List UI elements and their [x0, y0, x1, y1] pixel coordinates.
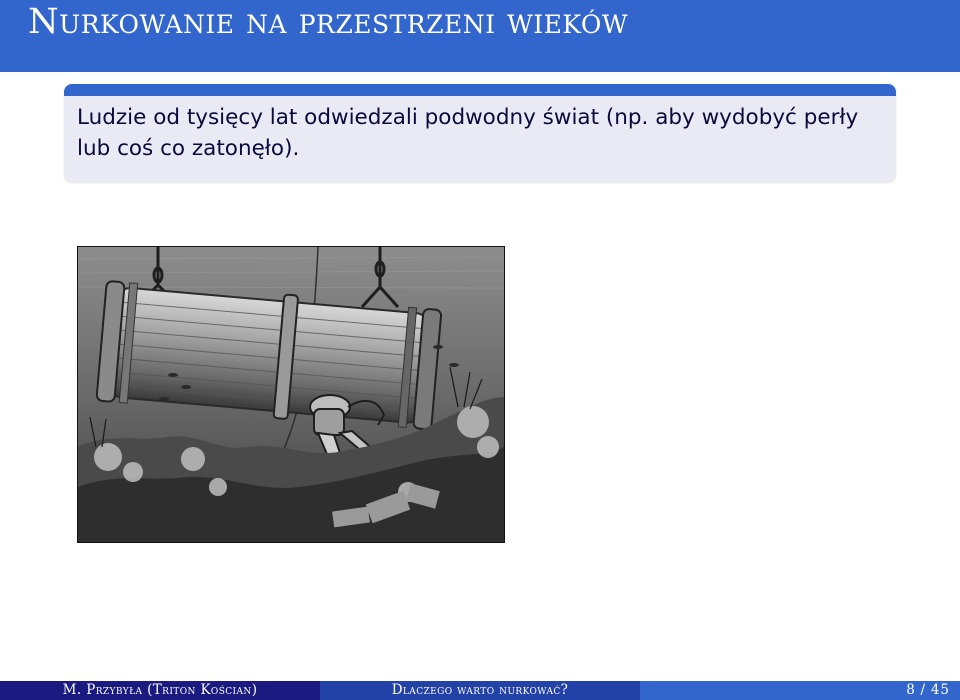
footer-page-number — [640, 681, 960, 700]
footer-talk-title: Dlaczego warto nurkować? — [320, 681, 640, 700]
title-bar — [0, 0, 960, 72]
slide-title: Nurkowanie na przestrzeni wieków — [28, 2, 629, 42]
page-separator: / — [920, 682, 927, 698]
page-total: 45 — [930, 682, 950, 698]
footer-bar — [0, 681, 960, 700]
block-header-strip — [64, 84, 896, 96]
footer-author: M. Przybyła (Triton Kościan) — [0, 681, 320, 700]
diving-barrel-illustration — [77, 246, 505, 543]
block-text: Ludzie od tysięcy lat odwiedzali podwodny świat (np. aby wydobyć perły lub coś co zatonęło). — [77, 105, 859, 161]
page-current: 8 — [906, 682, 916, 698]
text-block — [64, 84, 896, 182]
